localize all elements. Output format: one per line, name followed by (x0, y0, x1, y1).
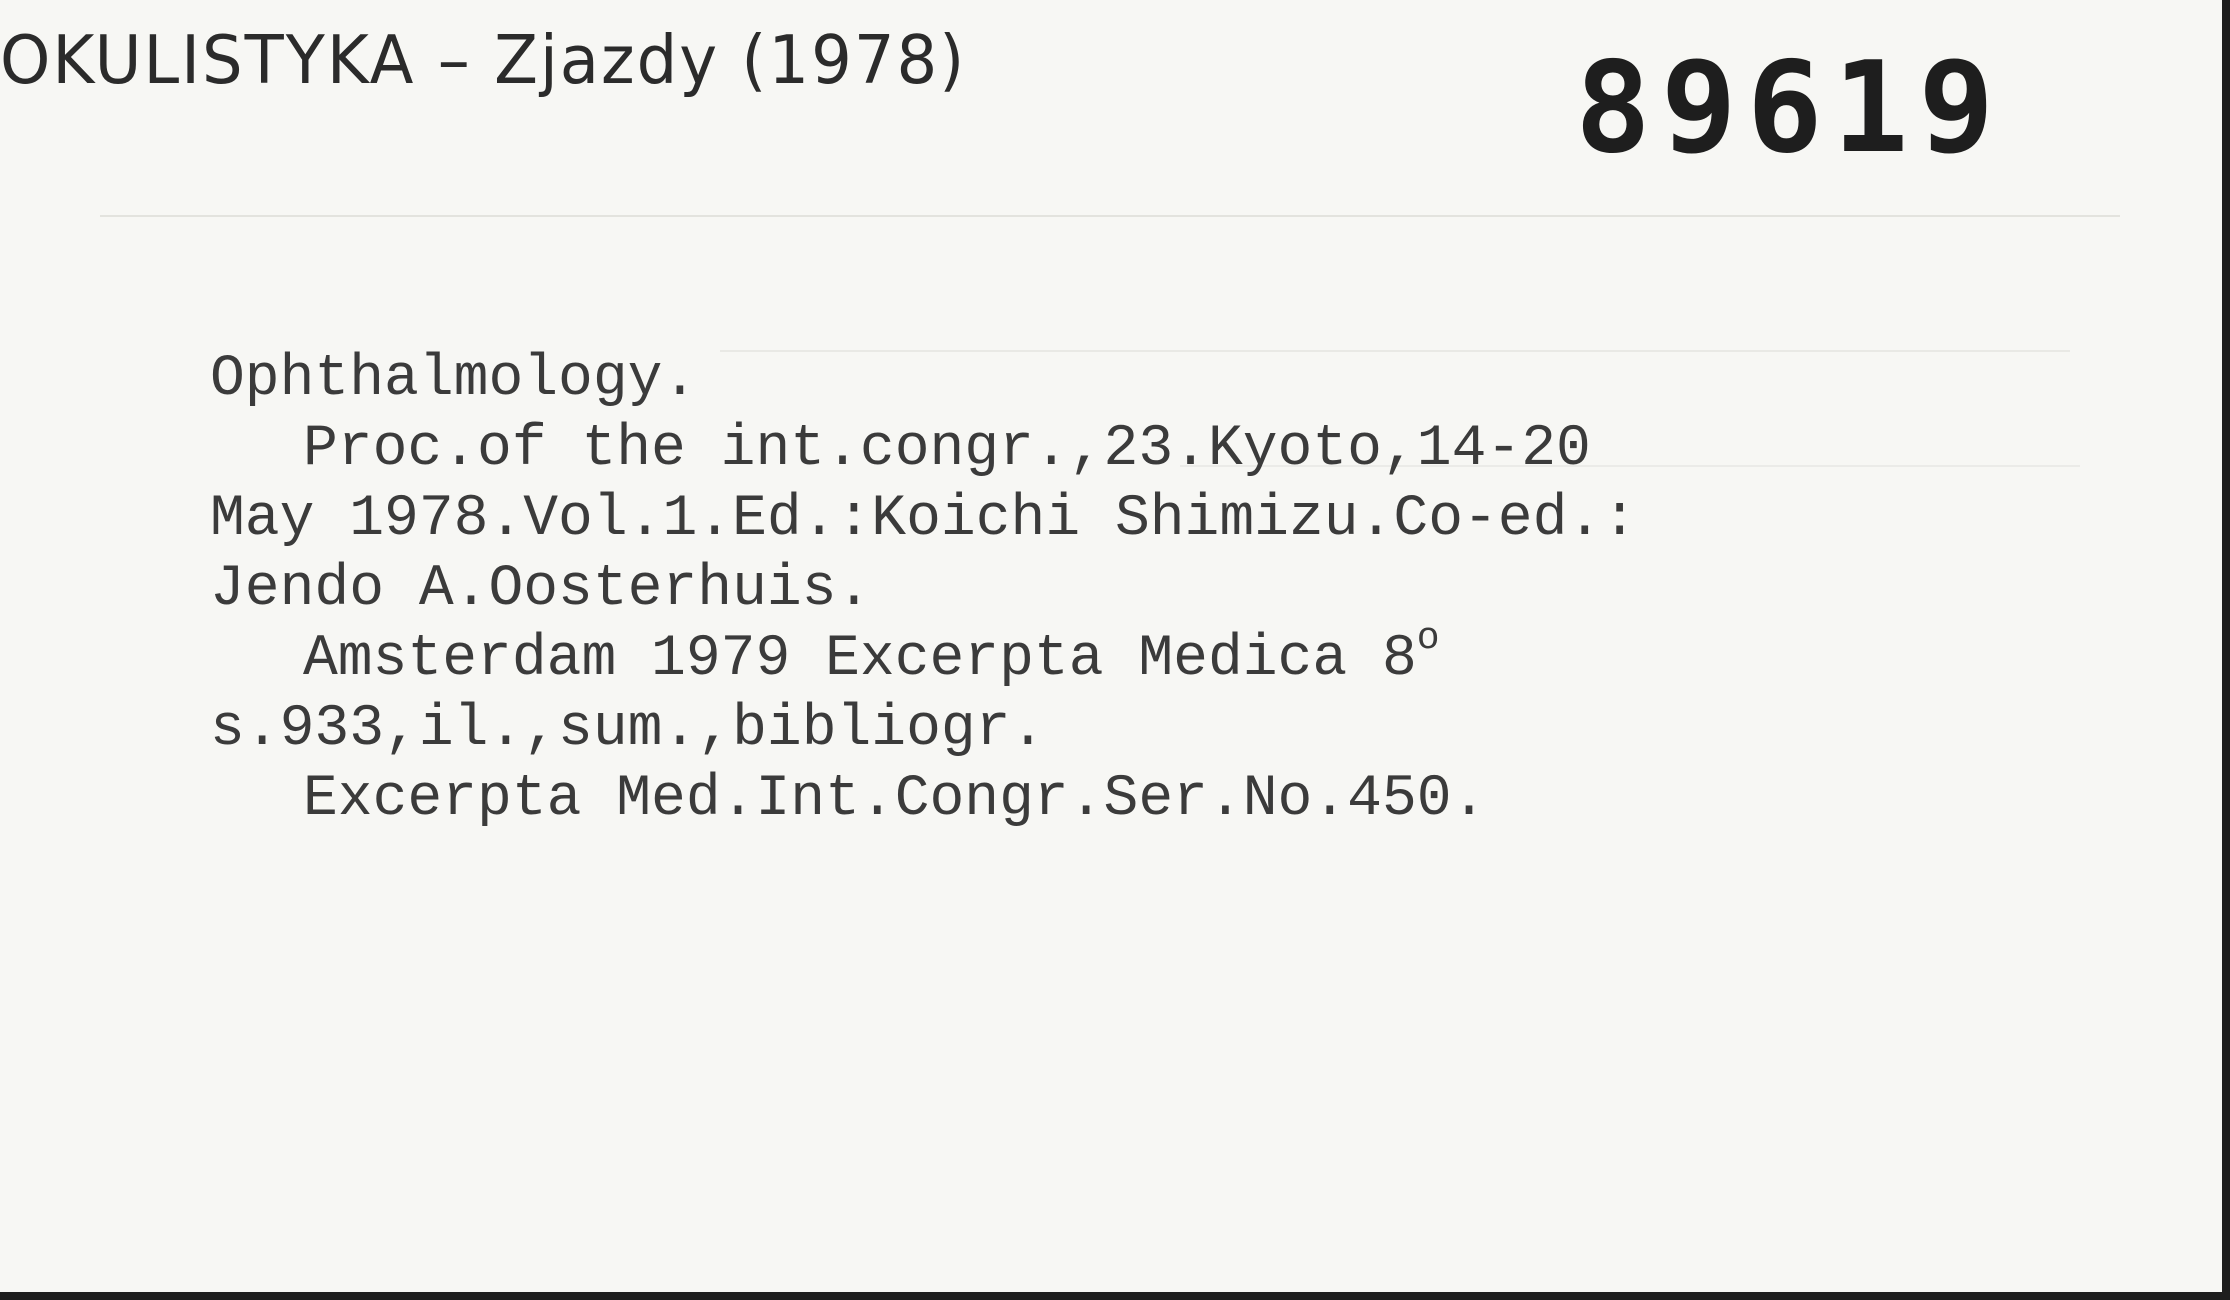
entry-line-collation: s.933,il.,sum.,bibliogr. (210, 697, 1046, 762)
entry-line-imprint (210, 617, 1637, 695)
entry-line-proceedings: Proc.of the int.congr.,23.Kyoto,14-20 (303, 417, 1591, 482)
entry-line-series: Excerpta Med.Int.Congr.Ser.No.450. (303, 767, 1487, 832)
subject-heading: OKULISTYKA – Zjazdy (1978) (0, 22, 967, 100)
entry-line-coeditor: Jendo A.Oosterhuis. (210, 557, 872, 622)
entry-line-title: Ophthalmology. (210, 347, 698, 412)
paper-speckle (100, 215, 2120, 217)
format-superscript: o (1416, 617, 1440, 660)
accession-number: 89619 (1575, 34, 2005, 181)
bibliographic-entry (210, 345, 1637, 835)
imprint-text: Amsterdam 1979 Excerpta Medica 8 (303, 627, 1417, 692)
entry-line-editor: May 1978.Vol.1.Ed.:Koichi Shimizu.Co-ed.: (210, 487, 1638, 552)
